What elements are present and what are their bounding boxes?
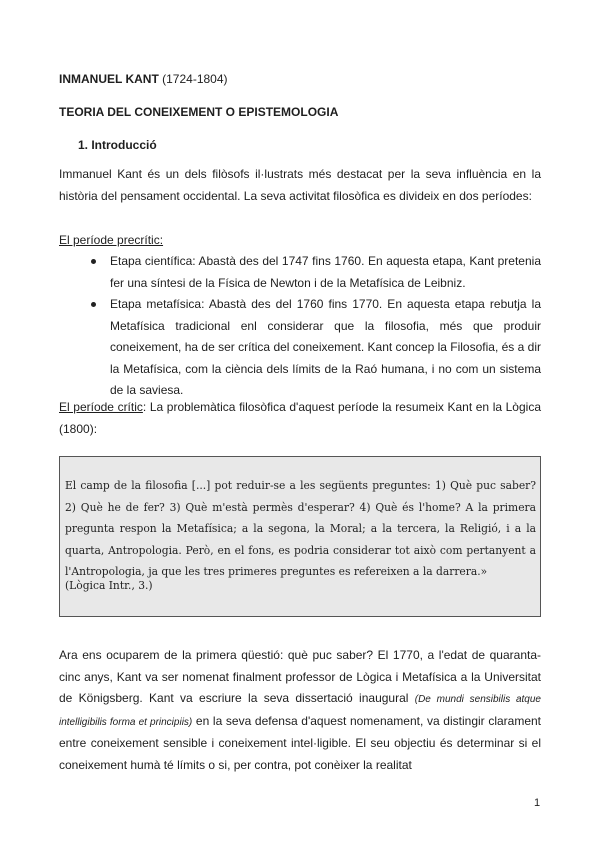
body-paragraph <box>59 645 541 776</box>
quote-box <box>59 456 541 617</box>
intro-paragraph: Immanuel Kant és un dels filòsofs il·lustrats més destacat per la seva influència en la història del pensament occidental. La seva activitat filosòfica es divideix en dos períodes: <box>59 167 541 203</box>
bullet-icon <box>91 259 96 264</box>
bullet-icon <box>91 302 96 307</box>
precritic-list <box>110 251 541 402</box>
document-subtitle: TEORIA DEL CONEIXEMENT O EPISTEMOLOGIA <box>59 105 339 119</box>
list-item-text: Etapa científica: Abastà des del 1747 fins 1760. En aquesta etapa, Kant pretenia fer una síntesi de la Física de Newton i de la Metafísica de Leibniz. <box>110 254 541 290</box>
body-italic-title: (De mundi sensibilis atque intelligibilis forma et principiis) <box>59 694 541 728</box>
list-item <box>110 294 541 402</box>
precritic-label: El període precrític: <box>59 233 164 247</box>
body-text-2: en la seva defensa d'aquest nomenament, va distingir clarament entre coneixement sensible i coneixement intel·ligible. El seu objectiu és determinar si el coneixement humà té límits o si, per contra, pot conèixer la realitat <box>59 713 542 772</box>
critic-text: : La problemàtica filosòfica d'aquest període la resumeix Kant en la Lògica (1800): <box>59 400 541 436</box>
quote-citation: (Lògica Intr., 3.) <box>65 579 153 592</box>
list-item <box>110 251 541 294</box>
quote-text: El camp de la filosofia [...] pot reduir-se a les següents preguntes: 1) Què puc saber? 2) Què he de fer? 3) Què m'està permès d'esperar? 4) Què és l'home? A la primera pregunta respon la Metafísica; a la segona, la Moral; a la tercera, la Religió, i a la quarta, Antropologia. Però, en el fons, es podria considerar tot això com pertanyent a l'Antropologia, ja que les tres primeres preguntes es refereixen a la darrera.» <box>65 479 536 578</box>
critic-label: El període crític <box>59 400 143 414</box>
section-heading: 1. Introducció <box>78 138 157 152</box>
body-text-1: Ara ens ocuparem de la primera qüestió: què puc saber? El 1770, a l'edat de quaranta-cinc anys, Kant va ser nomenat finalment professor de Lògica i Metafísica a la Universitat de Königsberg. Kant va escriure la seva dissertació inaugural <box>59 648 541 705</box>
critic-paragraph <box>59 397 541 440</box>
author-dates: (1724-1804) <box>162 72 228 86</box>
page-number: 1 <box>534 797 541 809</box>
document-title <box>59 72 228 86</box>
author-name: INMANUEL KANT <box>59 72 159 86</box>
list-item-text: Etapa metafísica: Abastà des del 1760 fins 1770. En aquesta etapa rebutja la Metafísica tradicional enl considerar que la filosofia, més que produir coneixement, ha de ser crítica del coneixement. Kant concep la Filosofia, és a dir la Metafísica, com la ciència dels límits de la Raó humana, i no com un sistema de la saviesa. <box>110 297 541 397</box>
